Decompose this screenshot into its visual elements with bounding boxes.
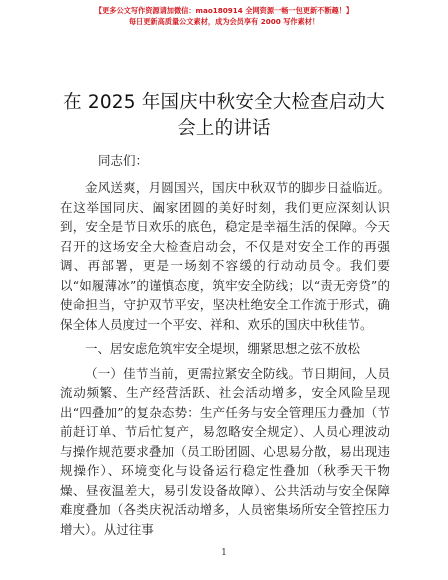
paragraph-intro: 金风送爽，月圆国兴，国庆中秋双节的脚步日益临近。在这举国同庆、阖家团圆的美好时刻，我们更应深刻认识到，安全是节日欢乐的底色，稳定是幸福生活的保障。今天召开的这场安全大检查启动会，不仅是对安全工作的再强调、再部署，更是一场刻不容缓的行动动员令。我们要以“如履薄冰”的谨慎态度，筑牢安全防线；以“责无旁贷”的使命担当，守护双节平安，坚决杜绝安全工作流于形式，确保全体人员度过一个平安、祥和、欢乐的国庆中秋佳节。 (60, 180, 390, 332)
promo-banner (0, 5, 448, 27)
salutation: 同志们： (98, 153, 149, 168)
promo-banner-line-1: 【更多公文写作资源请加微信：mao180914 全网资源一畅一包更新不断趣！】 (94, 6, 354, 15)
document-title: 在 2025 年国庆中秋安全大检查启动大会上的讲话 (63, 92, 385, 139)
promo-banner-line-2: 每日更新高质量公文素材，成为会员享有 2000 写作素材！ (128, 17, 320, 26)
paragraph-1-1: （一）佳节当前，更需拉紧安全防线。节日期间，人员流动频繁、生产经营活跃、社会活动增多，安全风险呈现出“四叠加”的复杂态势：生产任务与安全管理压力叠加（节前赶订单、节后忙复产，易忽略安全规定）、人员心理波动与操作规范要求叠加（员工盼团圆、心思易分散，易出现违规操作）、环境变化与设备运行稳定性叠加（秋季天干物燥、昼夜温差大，易引发设备故障）、公共活动与安全保障难度叠加（各类庆祝活动增多，人员密集场所安全管控压力增大）。从过往事 (60, 365, 390, 537)
document-body (60, 178, 390, 544)
page-number: 1 (221, 548, 227, 558)
section-heading-1: 一、居安虑危筑牢安全堤坝，绷紧思想之弦不放松 (85, 341, 361, 356)
